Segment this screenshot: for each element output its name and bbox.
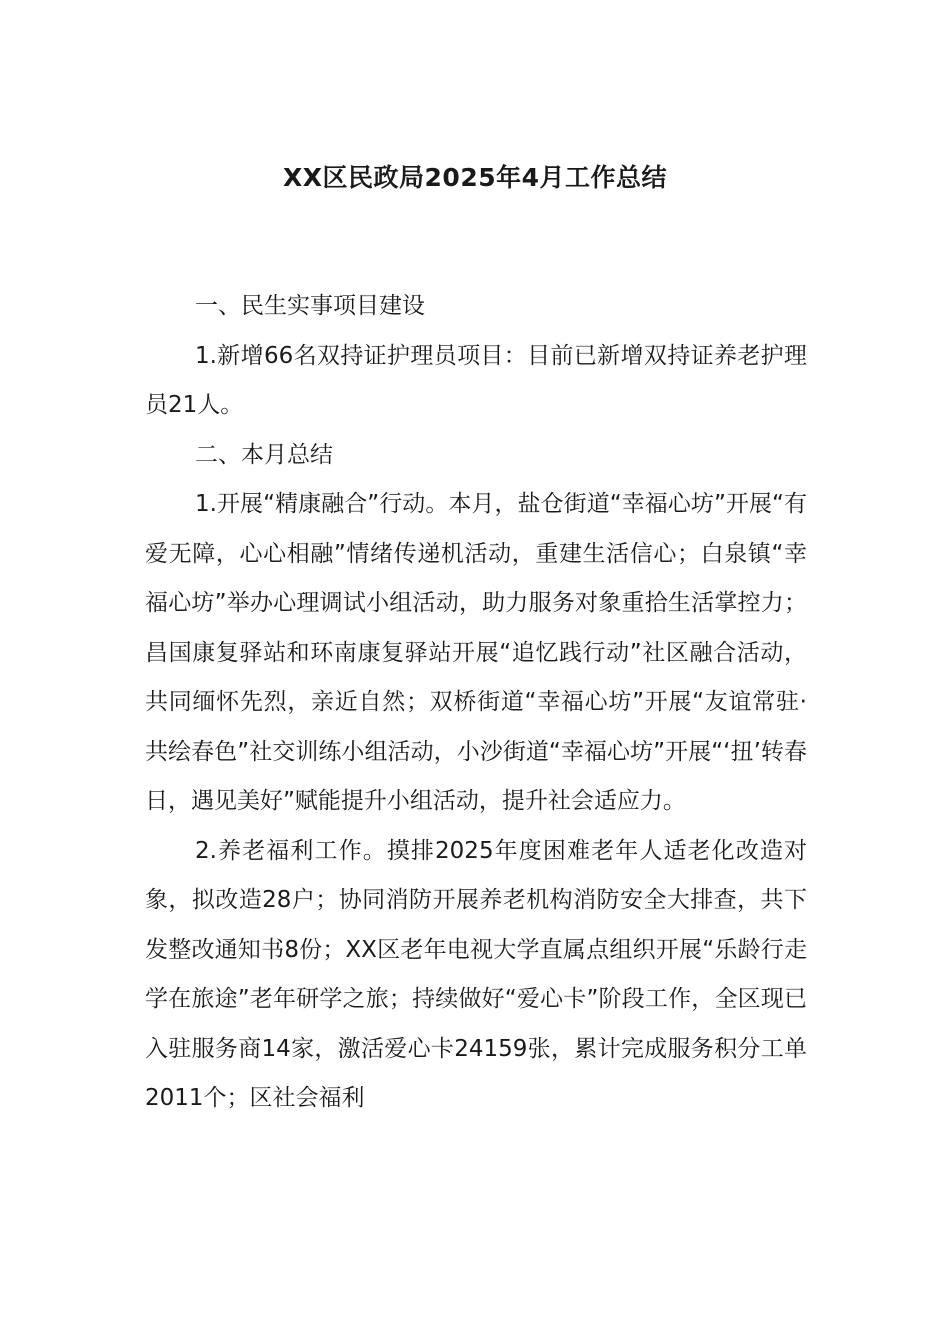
paragraph-item-1: 1.新增66名双持证护理员项目：目前已新增双持证养老护理员21人。 bbox=[145, 342, 807, 418]
paragraph-item-3: 2.养老福利工作。摸排2025年度困难老年人适老化改造对象，拟改造28户；协同消防开展养老机构消防安全大排查，共下发整改通知书8份；XX区老年电视大学直属点组织开展“乐龄行走学在旅途”老年研学之旅；持续做好“爱心卡”阶段工作，全区现已入驻服务商14家，激活爱心卡24159张，累计完成服务积分工单2011个；区社会福利 bbox=[145, 837, 807, 1111]
paragraph-item-2: 1.开展“精康融合”行动。本月，盐仓街道“幸福心坊”开展“有爱无障，心心相融”情绪传递机活动，重建生活信心；白泉镇“幸福心坊”举办心理调试小组活动，助力服务对象重拾生活掌控力；昌国康复驿站和环南康复驿站开展“追忆践行动”社区融合活动，共同缅怀先烈，亲近自然；双桥街道“幸福心坊”开展“友谊常驻·共绘春色”社交训练小组活动，小沙街道“幸福心坊”开展“‘扭’转春日，遇见美好”赋能提升小组活动，提升社会适应力。 bbox=[145, 491, 807, 814]
section-heading-1: 一、民生实事项目建设 bbox=[195, 293, 425, 319]
document-title: XX区民政局2025年4月工作总结 bbox=[282, 163, 668, 192]
section-heading-2: 二、本月总结 bbox=[195, 441, 333, 468]
document-body bbox=[145, 282, 807, 1124]
